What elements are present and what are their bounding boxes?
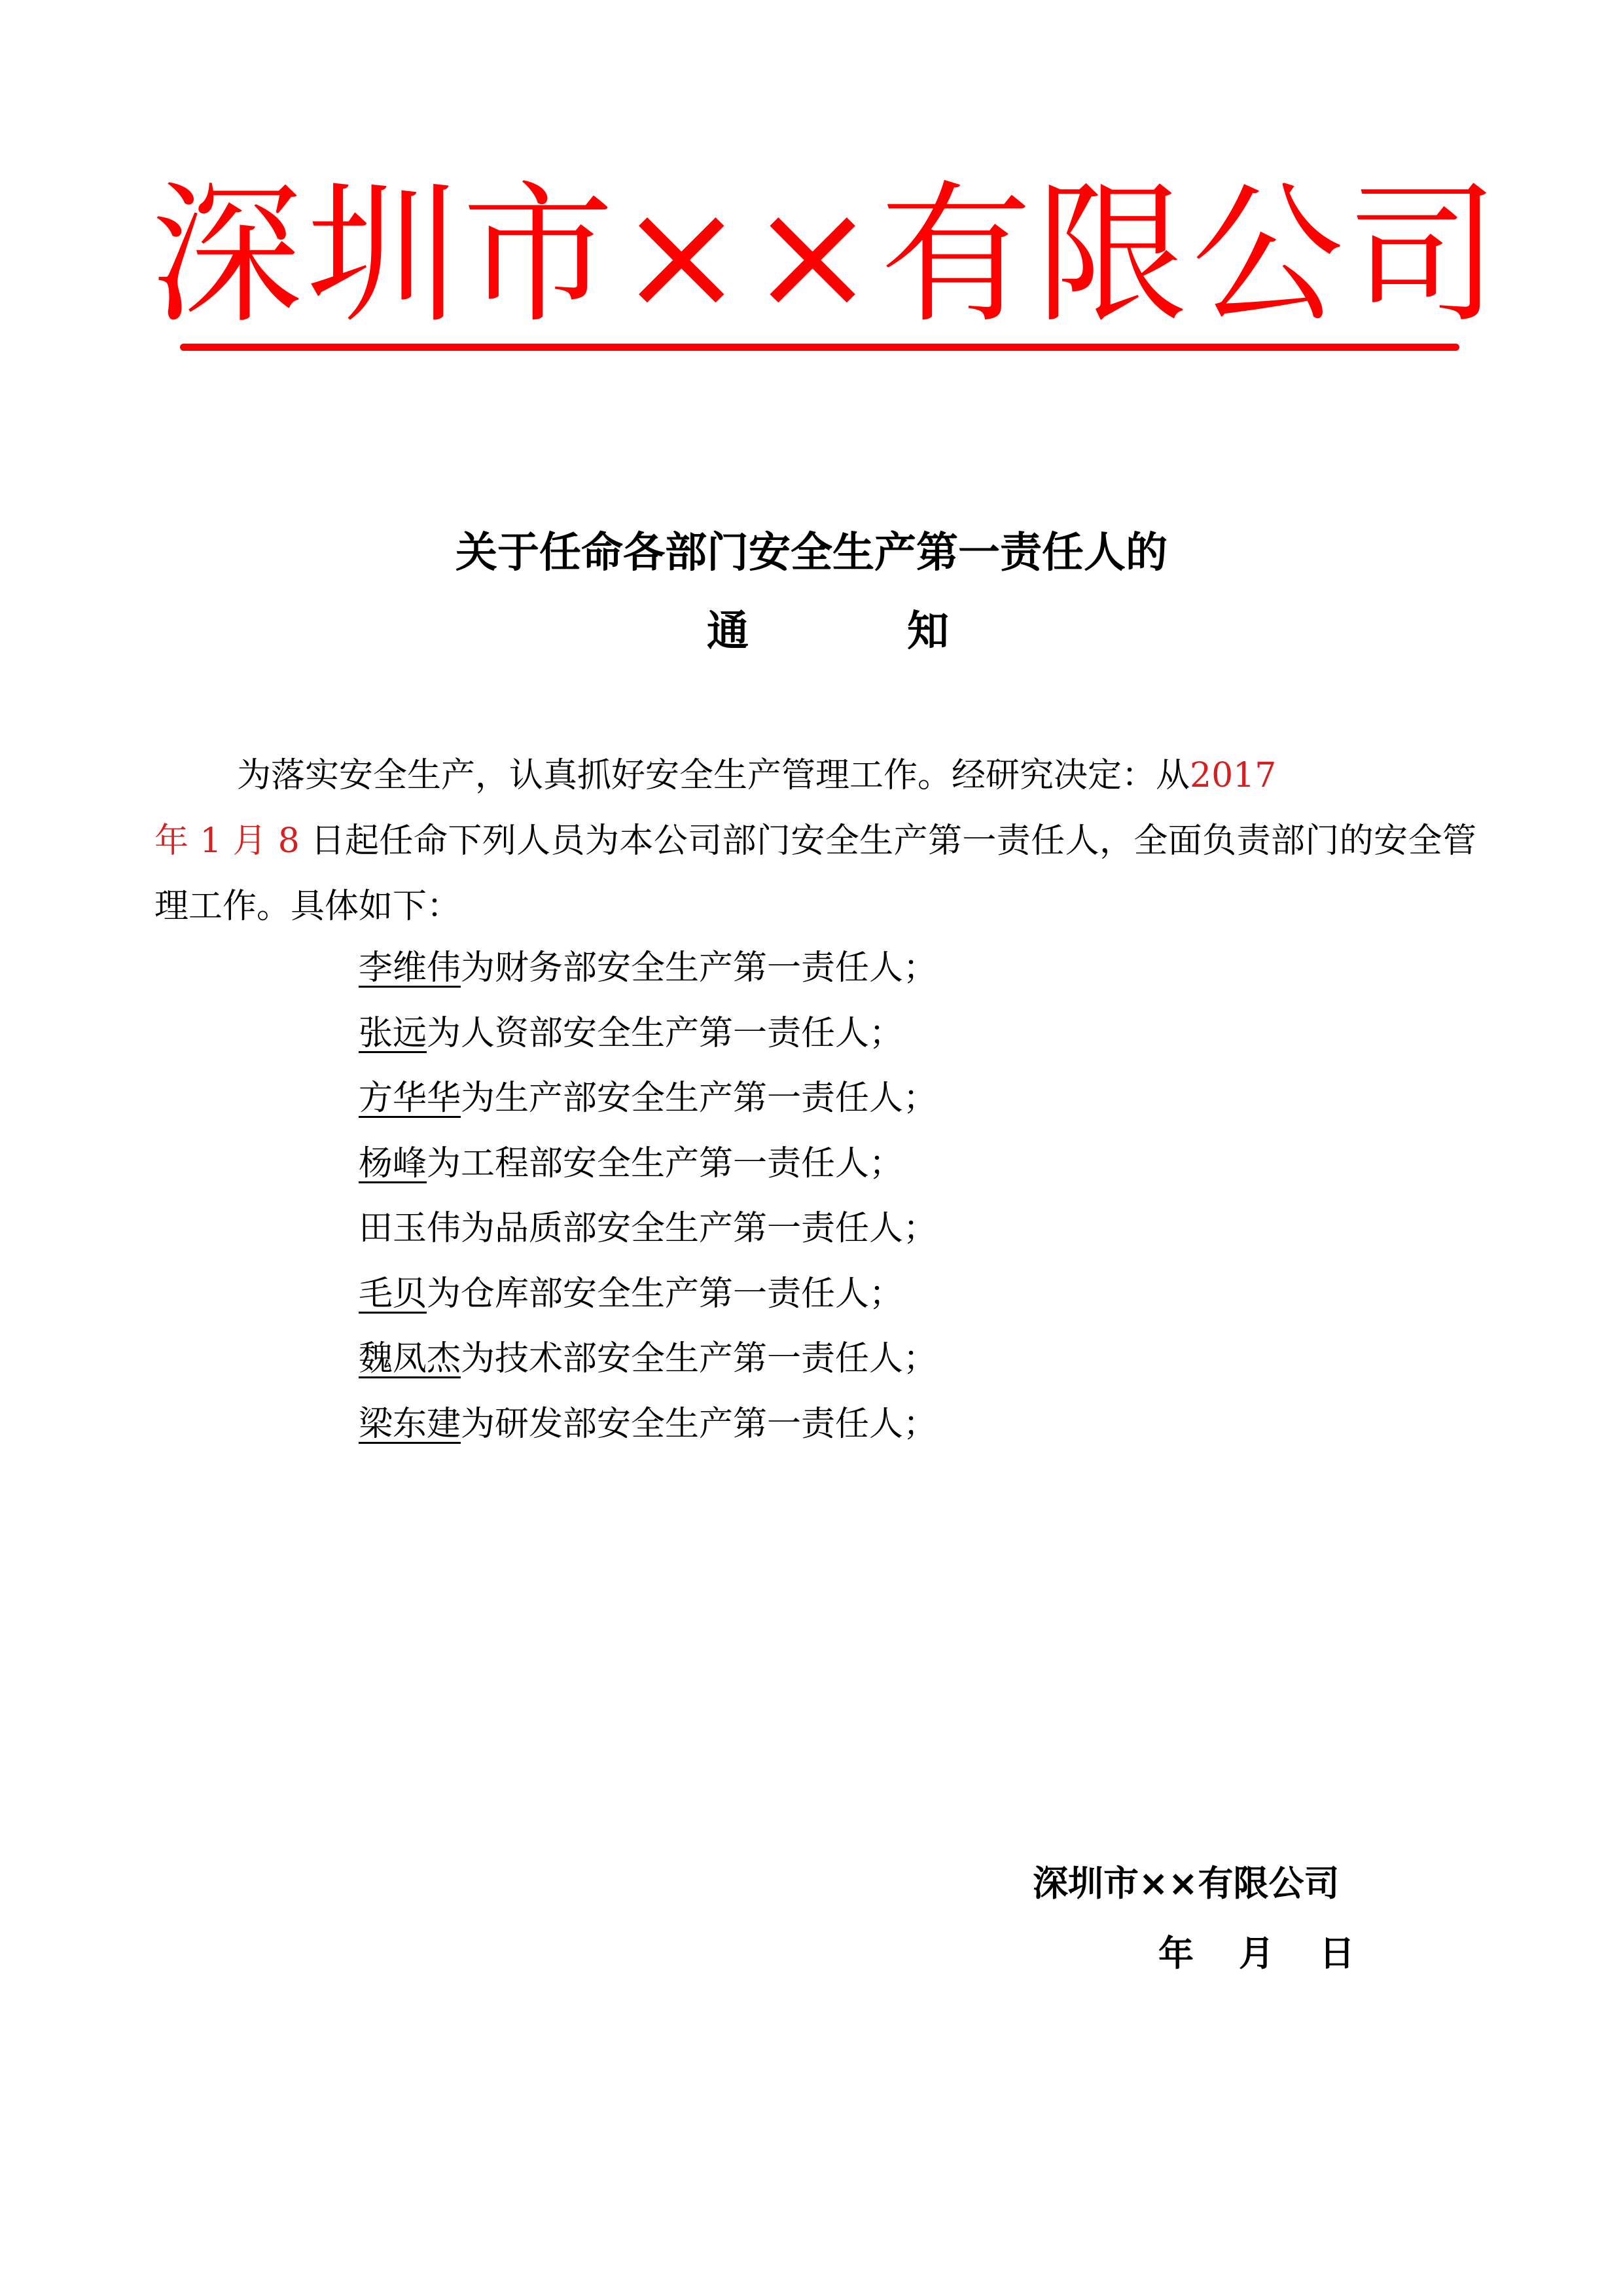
appointee-name: 张远 (359, 1013, 427, 1053)
date-year-suffix: 年 (154, 821, 189, 861)
body-text-part1: 为落实安全生产，认真抓好安全生产管理工作。经研究决定：从 (237, 756, 1190, 795)
appointee-role: 为财务部安全生产第一责任人； (461, 948, 938, 988)
appointee-name: 李维伟 (359, 948, 461, 988)
notice-title-char-tong: 通 (707, 607, 749, 656)
appointee-name: 梁东建 (359, 1404, 461, 1444)
date-day: 8 (277, 821, 300, 861)
list-item (359, 1001, 1406, 1067)
notice-body (154, 743, 1476, 939)
date-month: 1 (200, 821, 222, 861)
date-month-suffix: 月 (232, 821, 267, 861)
appointee-role: 为人资部安全生产第一责任人； (427, 1013, 904, 1053)
appointee-role: 为品质部安全生产第一责任人； (461, 1209, 938, 1248)
list-item (359, 1132, 1406, 1197)
notice-title-char-zhi: 知 (907, 607, 949, 656)
appointment-list (359, 936, 1406, 1457)
appointee-name: 魏凤杰 (359, 1339, 461, 1378)
signature-day-label: 日 (1319, 1933, 1355, 1974)
appointee-name: 方华华 (359, 1079, 461, 1118)
date-year: 2017 (1190, 756, 1277, 795)
appointee-role: 为研发部安全生产第一责任人； (461, 1404, 938, 1444)
appointee-role: 为仓库部安全生产第一责任人； (427, 1274, 904, 1314)
body-paragraph (154, 743, 1476, 939)
signature-date (1158, 1928, 1355, 1980)
signature-year-label: 年 (1158, 1933, 1194, 1974)
notice-title: 关于任命各部门安全生产第一责任人的 (455, 529, 1168, 577)
list-item (359, 1066, 1406, 1132)
list-item (359, 936, 1406, 1001)
list-item (359, 1262, 1406, 1327)
signature-month-label: 月 (1239, 1933, 1274, 1974)
appointee-role: 为工程部安全生产第一责任人； (427, 1143, 904, 1183)
appointee-name: 毛贝 (359, 1274, 427, 1314)
appointee-role: 为技术部安全生产第一责任人； (461, 1339, 938, 1378)
appointee-role: 为生产部安全生产第一责任人； (461, 1079, 938, 1118)
list-item (359, 1196, 1406, 1262)
notice-title-line2 (707, 602, 949, 661)
appointee-name: 田玉伟 (359, 1209, 461, 1248)
appointee-name: 杨峰 (359, 1143, 427, 1183)
list-item (359, 1392, 1406, 1458)
letterhead-red-rule (180, 344, 1459, 351)
signature-company: 深圳市××有限公司 (1033, 1863, 1340, 1904)
letterhead-company-name: 深圳市××有限公司 (151, 167, 1503, 344)
body-text-part2: 日起任命下列人员为本公司部门安全生产第一责任人，全面负责部门的安全管理工作。具体如下： (154, 821, 1476, 926)
list-item (359, 1327, 1406, 1392)
